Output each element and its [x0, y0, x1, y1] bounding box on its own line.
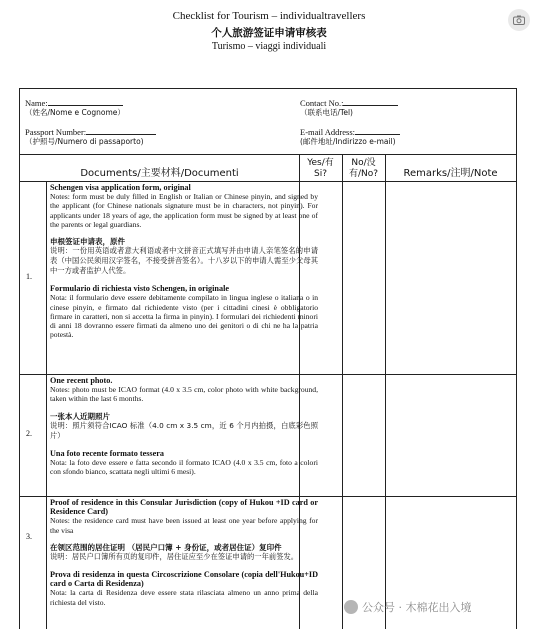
title-english: Checklist for Tourism – individualtravellers [172, 10, 366, 22]
name-sublabel: （姓名/Nome e Cognome） [25, 108, 125, 117]
item-title-zh: 申根签证申请表，原件 [50, 237, 125, 247]
row-divider [20, 181, 516, 182]
item-notes-it: Nota: la carta di Residenza deve essere stata rilasciata almeno un anno prima della richiesta del visto. [50, 588, 318, 607]
item-notes-zh: 说明：照片须符合ICAO 标准（4.0 cm x 3.5 cm，近 6 个月内拍摄，白底彩色照片） [50, 420, 318, 440]
yes-label: Yes/有 [307, 158, 334, 168]
row-divider [20, 496, 516, 497]
item-notes-zh: 说明：一份用英语或者意大利语或者中文拼音正式填写并由申请人亲笔签名的申请表（中国公民须用汉字签名，不接受拼音签名）。十八岁以下的申请人需至少父母其中一方或者监护人代签。 [50, 246, 318, 276]
row-number: 1. [26, 272, 32, 281]
email-field[interactable] [355, 126, 400, 135]
passport-field[interactable] [86, 126, 156, 135]
row-divider [20, 374, 516, 375]
item-notes-it: Nota: il formulario deve essere debitamente compilato in lingua inglese o italiana o in cinese pinyin, e firmato dal richiedente visto (per i cittadini cinesi è obbligatorio firmare in caratteri, non si accetta la firma in pinyin). I formulari dei richiedenti minori di anni 18 dovranno essere firmati da almeno uno dei genitori o di chi ne ha la patria potestà. [50, 293, 318, 340]
item-title-it: Una foto recente formato tessera [50, 448, 164, 458]
item-notes-it: Nota: la foto deve essere e fatta secondo il formato ICAO (4.0 x 3.5 cm, foto a colori con sfondo bianco, scattata negli ultimi 6 mesi). [50, 458, 318, 477]
watermark-text: 公众号 · 木棉花出入境 [362, 601, 472, 614]
contact-label: Contact No.: [300, 98, 344, 108]
row-1-content [50, 183, 318, 339]
camera-icon[interactable] [508, 9, 530, 31]
camera-glyph-icon [513, 15, 525, 25]
row-2-content [50, 376, 318, 476]
no-label: No/没 [351, 158, 376, 168]
checklist-table [19, 88, 517, 629]
item-title-en: Schengen visa application form, original [50, 183, 191, 192]
item-title-zh: 在领区范围的居住证明 （居民户口簿 + 身份证，或者居住证）复印件 [50, 542, 282, 552]
item-notes-zh: 说明：居民户口簿所有页的复印件，居住证应至少在签证申请的一年前签发。 [50, 552, 299, 562]
item-notes-en: Notes: photo must be ICAO format (4.0 x 3.5 cm, color photo with white background, taken within the last 6 months. [50, 385, 318, 404]
watermark [344, 599, 472, 615]
yes-label-2: Si? [314, 169, 327, 179]
item-title-it: Prova di residenza in questa Circoscrizione Consolare (copia dell'Hukou+ID card o Carta di Residenza) [50, 570, 318, 589]
contact-sublabel: （联系电话/Tel) [300, 108, 353, 117]
contact-field[interactable] [343, 97, 398, 106]
item-title-en: Proof of residence in this Consular Jurisdiction (copy of Hukou +ID card or Residence Card) [50, 498, 318, 517]
row-3-content [50, 498, 318, 607]
column-header-yes [299, 158, 342, 180]
item-title-zh: 一张本人近期照片 [50, 411, 110, 421]
wechat-logo-icon [344, 600, 358, 614]
row-number: 3. [26, 532, 32, 541]
passport-sublabel: （护照号/Numero di passaporto) [25, 137, 144, 146]
item-notes-en: Notes: form must be duly filled in English or Italian or Chinese pinyin, and signed by the applicant (for Chinese nationals signature must be in characters, not pinyin). For applicants under 18 years of age, the application form must be signed by at least one of the parents or legal guardians. [50, 192, 318, 229]
column-divider [385, 154, 386, 629]
email-sublabel: (邮件地址/Indirizzo e-mail) [300, 137, 396, 146]
name-label: Name: [25, 98, 48, 108]
item-notes-en: Notes: the residence card must have been issued at least one year before applying for the visa [50, 516, 318, 535]
title-chinese: 个人旅游签证申请审核表 [211, 27, 327, 39]
column-header-no [342, 158, 385, 180]
column-divider [46, 181, 47, 629]
column-header-remarks: Remarks/注明/Note [403, 168, 498, 179]
row-number: 2. [26, 429, 32, 438]
item-title-it: Formulario di richiesta visto Schengen, in originale [50, 284, 229, 294]
title-italian: Turismo – viaggi individuali [211, 41, 327, 52]
column-divider [342, 154, 343, 629]
column-header-documents: Documents/主要材料/Documenti [80, 168, 239, 179]
applicant-info [20, 89, 516, 155]
email-label: E-mail Address: [300, 127, 356, 137]
item-title-en: One recent photo. [50, 376, 113, 385]
passport-label: Passport Number: [25, 127, 87, 137]
name-field[interactable] [48, 97, 123, 106]
no-label-2: 有/No? [348, 169, 379, 179]
